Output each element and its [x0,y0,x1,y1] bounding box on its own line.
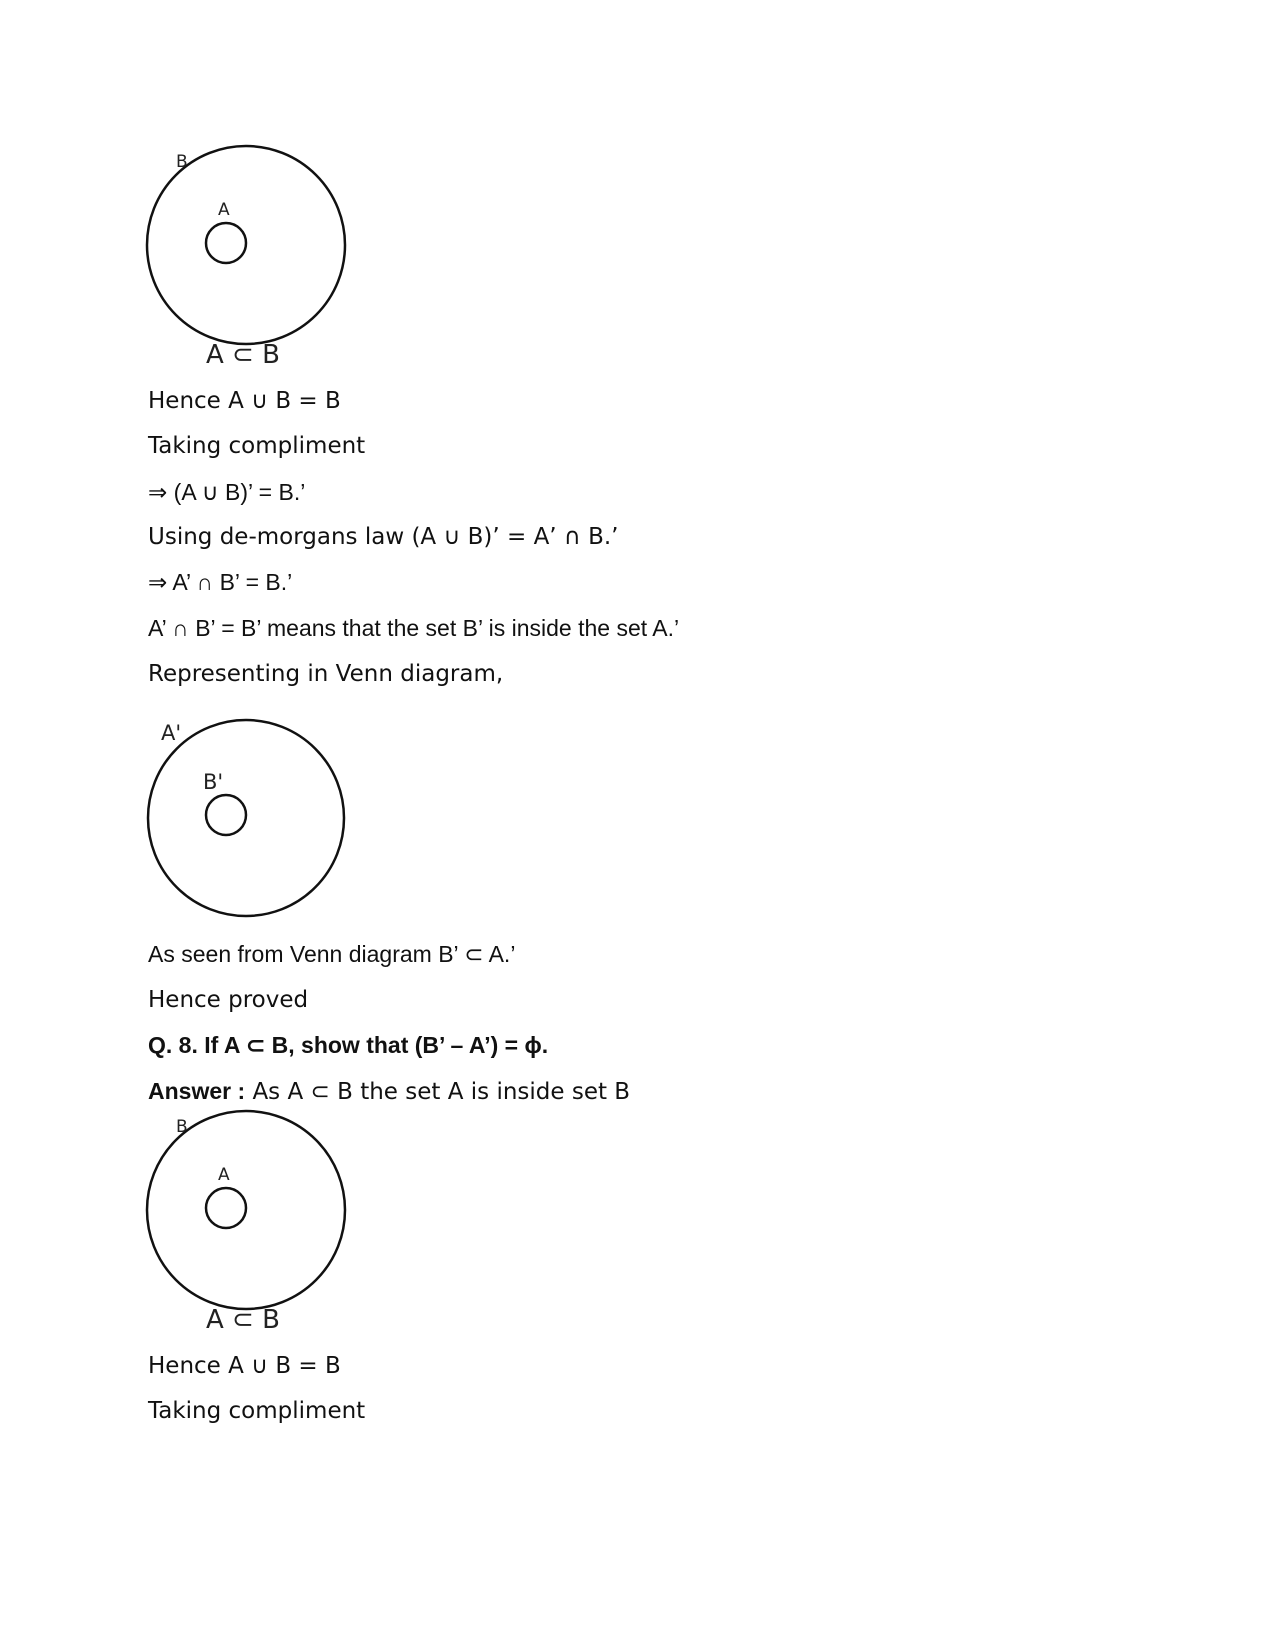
answer-label: Answer : [148,1078,246,1104]
text-line: As seen from Venn diagram B’ ⊂ A.’ [148,941,516,967]
venn-diagram-a-subset-b [140,1110,370,1350]
diagram-caption: A ⊂ B [206,1305,280,1335]
text-line: ⇒ (A ∪ B)’ = B.’ [148,479,306,505]
outer-circle-label: B [176,152,188,172]
text-line: Taking compliment [148,433,366,459]
text-line: ⇒ A’ ∩ B’ = B.’ [148,569,293,595]
text-line: Representing in Venn diagram, [148,661,504,687]
text-line: Using de-morgans law (A ∪ B)’ = A’ ∩ B.’ [148,524,619,550]
text-line: Taking compliment [148,1398,366,1424]
answer-text: As A ⊂ B the set A is inside set B [245,1079,631,1105]
answer-line [148,1076,630,1107]
inner-circle-b-complement [206,795,246,835]
text-line: Hence A ∪ B = B [148,1353,341,1379]
inner-circle-a [206,1188,246,1228]
question-heading: Q. 8. If A ⊂ B, show that (B’ – A’) = ϕ. [148,1032,549,1058]
text-line: Hence A ∪ B = B [148,388,341,414]
inner-circle-label: B' [203,770,224,794]
inner-circle-label: A [218,200,230,220]
inner-circle-label: A [218,1165,230,1185]
text-line: A’ ∩ B’ = B’ means that the set B’ is inside the set A.’ [148,615,680,641]
outer-circle-label: A' [161,721,182,745]
venn-diagram-a-subset-b [140,145,370,385]
inner-circle-a [206,223,246,263]
diagram-caption: A ⊂ B [206,340,280,370]
outer-circle-label: B [176,1117,188,1137]
text-line: Hence proved [148,987,309,1013]
venn-diagram-b-complement-subset-a-complement [140,716,370,921]
